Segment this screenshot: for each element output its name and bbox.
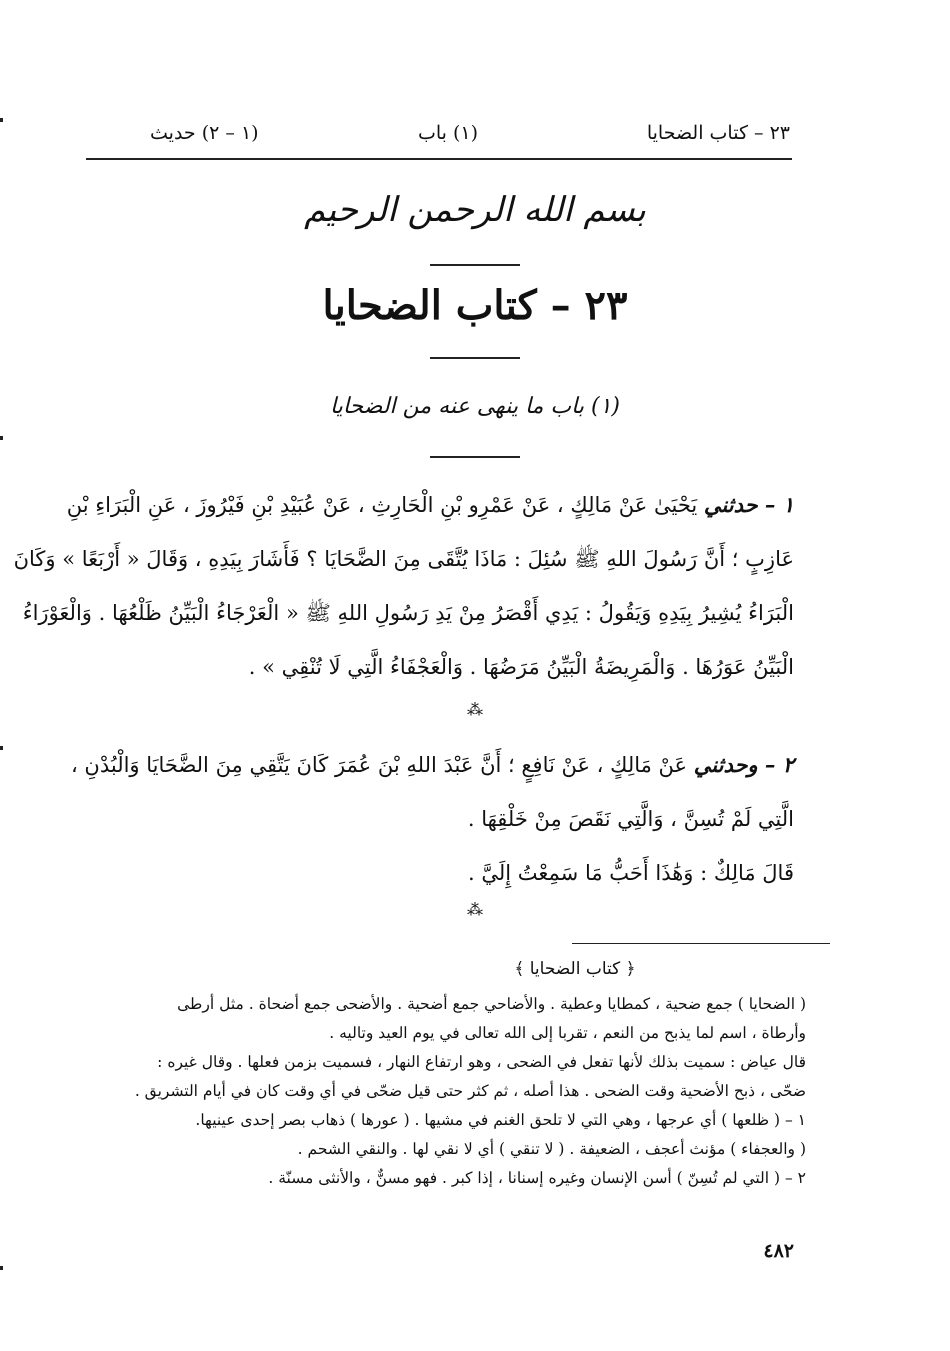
hadith-text: يَحْيَىٰ عَنْ مَالِكٍ ، عَنْ عَمْرِو بْنِ الْحَارِثِ ، عَنْ عُبَيْدِ بْنِ فَيْرُوزَ ، عَنِ الْبَرَاءِ بْنِ [66, 493, 698, 517]
divider-rule [430, 357, 520, 359]
hadith-text: عَنْ مَالِكٍ ، عَنْ نَافِعٍ ؛ أَنَّ عَبْدَ اللهِ بْنَ عُمَرَ كَانَ يَتَّقِي مِنَ الضَّحَايَا وَالْبُدْنِ ، [70, 753, 688, 777]
header-hadith-range: (١ – ٢) حديث [150, 122, 259, 144]
footnotes [80, 990, 806, 1193]
footnote-line: ١ – ( ظلعها ) أي عرجها ، وهي التي لا تلحق الغنم في مشيها . ( عورها ) ذهاب بصر إحدى عينيها. [195, 1111, 806, 1129]
header-rule [86, 158, 792, 160]
hadith-line: عَازِبٍ ؛ أَنَّ رَسُولَ اللهِ ﷺ سُئِلَ : مَاذَا يُتَّقَى مِنَ الضَّحَايَا ؟ فَأَشَارَ بِيَدِهِ ، وَقَالَ « أَرْبَعًا » وَكَانَ [13, 547, 794, 571]
footnote-heading: ﴿ كتاب الضحايا ﴾ [514, 959, 636, 979]
section-separator: ⁂ [467, 700, 483, 719]
header-chapter: (١) باب [418, 122, 479, 144]
running-header [88, 122, 790, 156]
basmala: بسم الله الرحمن الرحيم [304, 190, 646, 230]
footnote-line: ( والعجفاء ) مؤنث أعجف ، الضعيفة . ( لا تنقي ) أي لا نقي لها . والنقي الشحم . [297, 1140, 806, 1158]
hadith-line: الَّتِي لَمْ تُسِنَّ ، وَالَّتِي نَقَصَ مِنْ خَلْقِهَا . [467, 807, 794, 831]
hadith-lead: ١ – حدثني [703, 492, 794, 517]
footnote-line: قال عياض : سميت بذلك لأنها تفعل في الضحى ، وهو ارتفاع النهار ، فسميت بزمن فعلها . وقال غيره : [157, 1053, 806, 1071]
scan-mark [0, 118, 3, 122]
footnote-line: ٢ – ( التي لم تُسِنّ ) أسن الإنسان وغيره إسنانا ، إذا كبر . فهو مسنٌّ ، والأنثى مسنّة . [268, 1169, 806, 1187]
hadith-2 [70, 738, 794, 900]
hadith-line: الْبَيِّنُ عَوَرُهَا . وَالْمَرِيضَةُ الْبَيِّنُ مَرَضُهَا . وَالْعَجْفَاءُ الَّتِي لَا تُنْقِي » . [248, 655, 794, 679]
footnote-line: ( الضحايا ) جمع ضحية ، كمطايا وعطية . والأضاحي جمع أضحية . والأضحى جمع أضحاة . مثل أرطى [177, 995, 806, 1013]
hadith-line [70, 738, 794, 792]
header-book-title: ٢٣ – كتاب الضحايا [646, 122, 790, 144]
footnote-line: وأرطاة ، اسم لما يذبح من النعم ، تقربا إلى الله تعالى في يوم العيد وتاليه . [329, 1024, 806, 1042]
hadith-1 [13, 478, 794, 694]
divider-rule [430, 456, 520, 458]
malik-statement: قَالَ مَالِكٌ : وَهَٰذَا أَحَبُّ مَا سَمِعْتُ إِلَيَّ . [468, 861, 794, 885]
chapter-title: (١) باب ما ينهى عنه من الضحايا [330, 394, 620, 419]
footnote-rule [572, 943, 830, 944]
book-title: ٢٣ – كتاب الضحايا [322, 282, 628, 329]
hadith-line [66, 478, 794, 532]
scan-mark [0, 746, 3, 750]
hadith-line: الْبَرَاءُ يُشِيرُ بِيَدِهِ وَيَقُولُ : يَدِي أَقْصَرُ مِنْ يَدِ رَسُولِ اللهِ ﷺ « الْعَرْجَاءُ الْبَيِّنُ ظَلْعُهَا . وَالْعَوْرَاءُ [22, 601, 794, 625]
scan-mark [0, 436, 3, 440]
divider-rule [430, 264, 520, 266]
scan-mark [0, 1266, 3, 1270]
page-number: ٤٨٢ [763, 1240, 794, 1262]
section-separator: ⁂ [467, 900, 483, 919]
hadith-lead: ٢ – وحدثني [693, 752, 794, 777]
footnote-line: ضحّى ، ذبح الأضحية وقت الضحى . هذا أصله ، ثم كثر حتى قيل ضحّى في أي وقت كان في أيام التشريق . [134, 1082, 806, 1100]
